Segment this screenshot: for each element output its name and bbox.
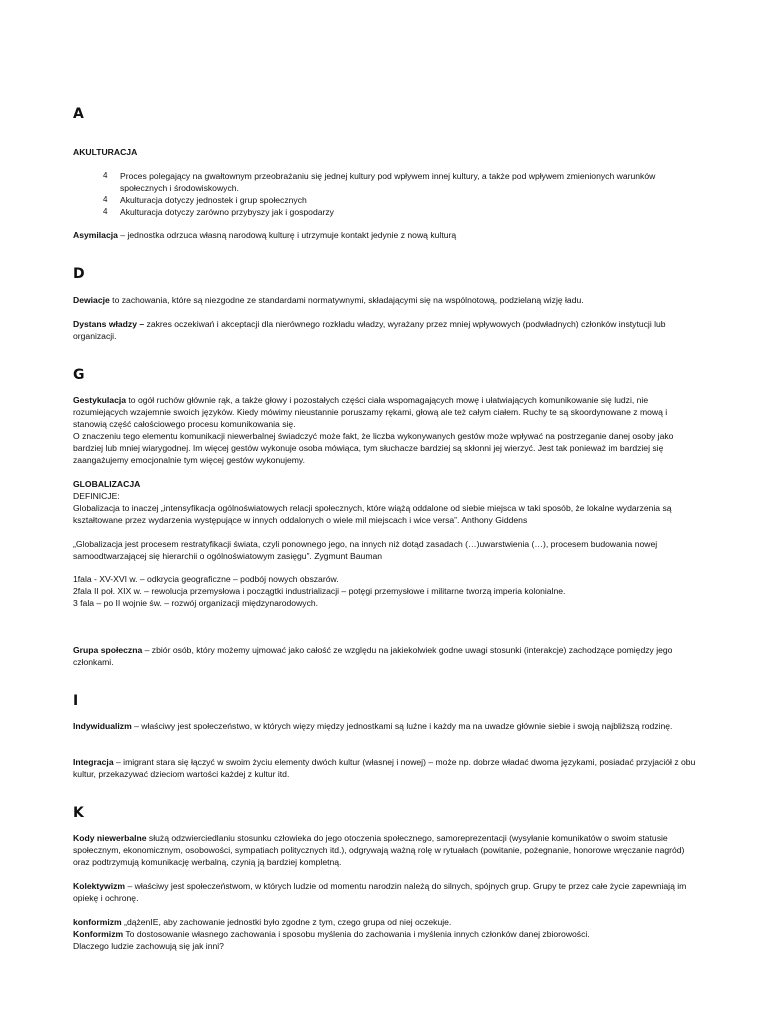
grupa-spoleczna-term: Grupa społeczna (73, 645, 143, 655)
akulturacja-list (103, 170, 703, 218)
kody-niewerbalne-term: Kody niewerbalne (73, 833, 147, 843)
konformizm-question: Dlaczego ludzie zachowują się jak inni? (73, 941, 224, 951)
fala-line: 2fala II poł. XIX w. – rewolucja przemysłowa i począgtki industrializacji – potęgi przemysłowe i militarne tworzą imperia kolonialne. (73, 586, 566, 596)
globalizacja-definition-bauman: „Globalizacja jest procesem restratyfikacji świata, czyli ponownego jego, na innych niż dotąd zasadach (…)uwarstwienia (…), procesem budowania nowej samoodtwarzającej się hierarchii o ogólnoświatowym zasięgu”. Zygmunt Bauman (73, 539, 658, 561)
indywidualizm-term: Indywidualizm (73, 721, 132, 731)
konformizm-term-2: Konformizm (73, 929, 124, 939)
indywidualizm-entry (73, 720, 698, 732)
fala-line: 1fala - XV-XVI w. – odkrycia geograficzne – podbój nowych obszarów. (73, 574, 339, 584)
globalizacja-heading: GLOBALIZACJA (73, 479, 141, 489)
bullet-arrow-icon: 4 (103, 171, 108, 180)
asymilacja-definition: – jednostka odrzuca własną narodową kulturę i utrzymuje kontakt jedynie z nową kulturą (117, 230, 457, 240)
globalizacja-bauman-entry (73, 538, 698, 562)
grupa-spoleczna-entry (73, 644, 698, 668)
globalizacja-fale (73, 573, 698, 609)
list-item-text: Akulturacja dotyczy jednostek i grup społecznych (120, 195, 307, 205)
section-letter-i: I (73, 693, 79, 709)
integracja-term: Integracja (73, 757, 114, 767)
asymilacja-term: Asymilacja (73, 230, 118, 240)
dystans-wladzy-definition: zakres oczekiwań i akceptacji dla nierównego rozkładu władzy, wyrażany przez mniej wpływowych (podwładnych) członków instytucji lub organizacji. (73, 319, 666, 341)
section-letter-k: K (73, 805, 84, 821)
gestykulacja-definition: to ogół ruchów głównie rąk, a także głowy i pozostałych części ciała wspomagających mowę i ułatwiających komunikowanie się ludzi, nie rozumiejących wzajemnie swoich języków. Kiedy mówimy nieustannie poruszamy rękami, głową ale też całym ciałem. Ruchy te są skoordynowane z mową i stanowią część całościowego procesu komunikowania się. (73, 395, 668, 429)
section-letter-d: D (73, 266, 85, 282)
integracja-entry (73, 756, 698, 780)
akulturacja-heading-text: AKULTURACJA (73, 147, 138, 157)
gestykulacja-paragraph-2: O znaczeniu tego elementu komunikacji niewerbalnej świadczyć może fakt, że liczba wykonywanych gestów może wpływać na postrzeganie danej osoby jako bardziej lub mniej wiarygodnej. Im więcej gestów wykonuje osoba mówiąca, tym słuchacze bardziej są skłonni jej wierzyć. Jest tak ponieważ im bardziej się zaangażujemy emocjonalnie tym więcej gestów wykonujemy. (73, 431, 674, 465)
list-item-text: Akulturacja dotyczy zarówno przybyszy jak i gospodarzy (120, 207, 334, 217)
asymilacja-entry (73, 229, 698, 241)
globalizacja-definition-giddens: Globalizacja to inaczej „intensyfikacja ogólnoświatowych relacji społecznych, które wiążą oddalone od siebie miejsca w taki sposób, że lokalne wydarzenia są kształtowane przez wydarzenia występujące w innych oddalonych o wiele mil miejscach i wice versa”. Anthony Giddens (73, 503, 672, 525)
bullet-arrow-icon: 4 (103, 195, 108, 204)
dewiacje-term: Dewiacje (73, 295, 110, 305)
bullet-arrow-icon: 4 (103, 207, 108, 216)
integracja-definition: – imigrant stara się łączyć w swoim życiu elementy dwóch kultur (własnej i nowej) – może np. dobrze władać dwoma językami, posiadać przyjaciół z obu kultur, przekazywać dzieciom wartości każdej z kultur itd. (73, 757, 696, 779)
list-item (103, 170, 703, 194)
grupa-spoleczna-definition: – zbiór osób, który możemy ujmować jako całość ze względu na jakiekolwiek godne uwagi stosunki (interakcje) zachodzące pomiędzy jego członkami. (73, 645, 673, 667)
definicje-label: DEFINICJE: (73, 491, 120, 501)
dewiacje-entry (73, 294, 698, 306)
section-letter-g: G (73, 367, 85, 383)
dystans-wladzy-term: Dystans władzy – (73, 319, 145, 329)
globalizacja-entry (73, 478, 698, 526)
kody-niewerbalne-entry (73, 832, 698, 868)
dewiacje-definition: to zachowania, które są niezgodne ze standardami normatywnymi, składającymi się na wspólnotową, podzielaną wizję ładu. (109, 295, 584, 305)
konformizm-entry (73, 916, 698, 952)
section-letter-a: A (73, 106, 84, 122)
kody-niewerbalne-definition: służą odzwierciedlaniu stosunku człowieka do jego otoczenia społecznego, samoreprezentacji (wysyłanie komunikatów o swoim statusie społecznym, ekonomicznym, osobowości, sympatiach politycznych itd.), odgrywają ważną rolę w rytuałach (powitanie, pożegnanie, honorowe wręczanie nagród) oraz podtrzymują komunikację werbalną, czynią ją bardziej kompletną. (73, 833, 685, 867)
gestykulacja-term: Gestykulacja (73, 395, 127, 405)
list-item-text: Proces polegający na gwałtownym przeobrażaniu się jednej kultury pod wpływem innej kultury, a także pod wpływem zmienionych warunków społecznych i środowiskowych. (120, 171, 656, 193)
kolektywizm-entry (73, 880, 698, 904)
kolektywizm-term: Kolektywizm (73, 881, 126, 891)
dystans-wladzy-entry (73, 318, 698, 342)
list-item (103, 194, 703, 206)
akulturacja-heading (73, 146, 698, 158)
list-item (103, 206, 703, 218)
gestykulacja-entry (73, 394, 698, 466)
konformizm-definition-2: To dostosowanie własnego zachowania i sposobu myślenia do zachowania i myślenia innych członków danej zbiorowości. (123, 929, 590, 939)
konformizm-definition: „dążenIE, aby zachowanie jednostki było zgodne z tym, czego grupa od niej oczekuje. (121, 917, 452, 927)
fala-line: 3 fala – po II wojnie św. – rozwój organizacji międzynarodowych. (73, 598, 319, 608)
kolektywizm-definition: – właściwy jest społeczeństwom, w których ludzie od momentu narodzin należą do silnych, spójnych grup. Grupy te przez całe życie zapewniają im opiekę i ochronę. (73, 881, 687, 903)
konformizm-term: konformizm (73, 917, 122, 927)
indywidualizm-definition: – właściwy jest społeczeństwo, w których więzy między jednostkami są luźne i każdy ma na uwadze głównie siebie i swoją najbliższą rodzinę. (131, 721, 673, 731)
